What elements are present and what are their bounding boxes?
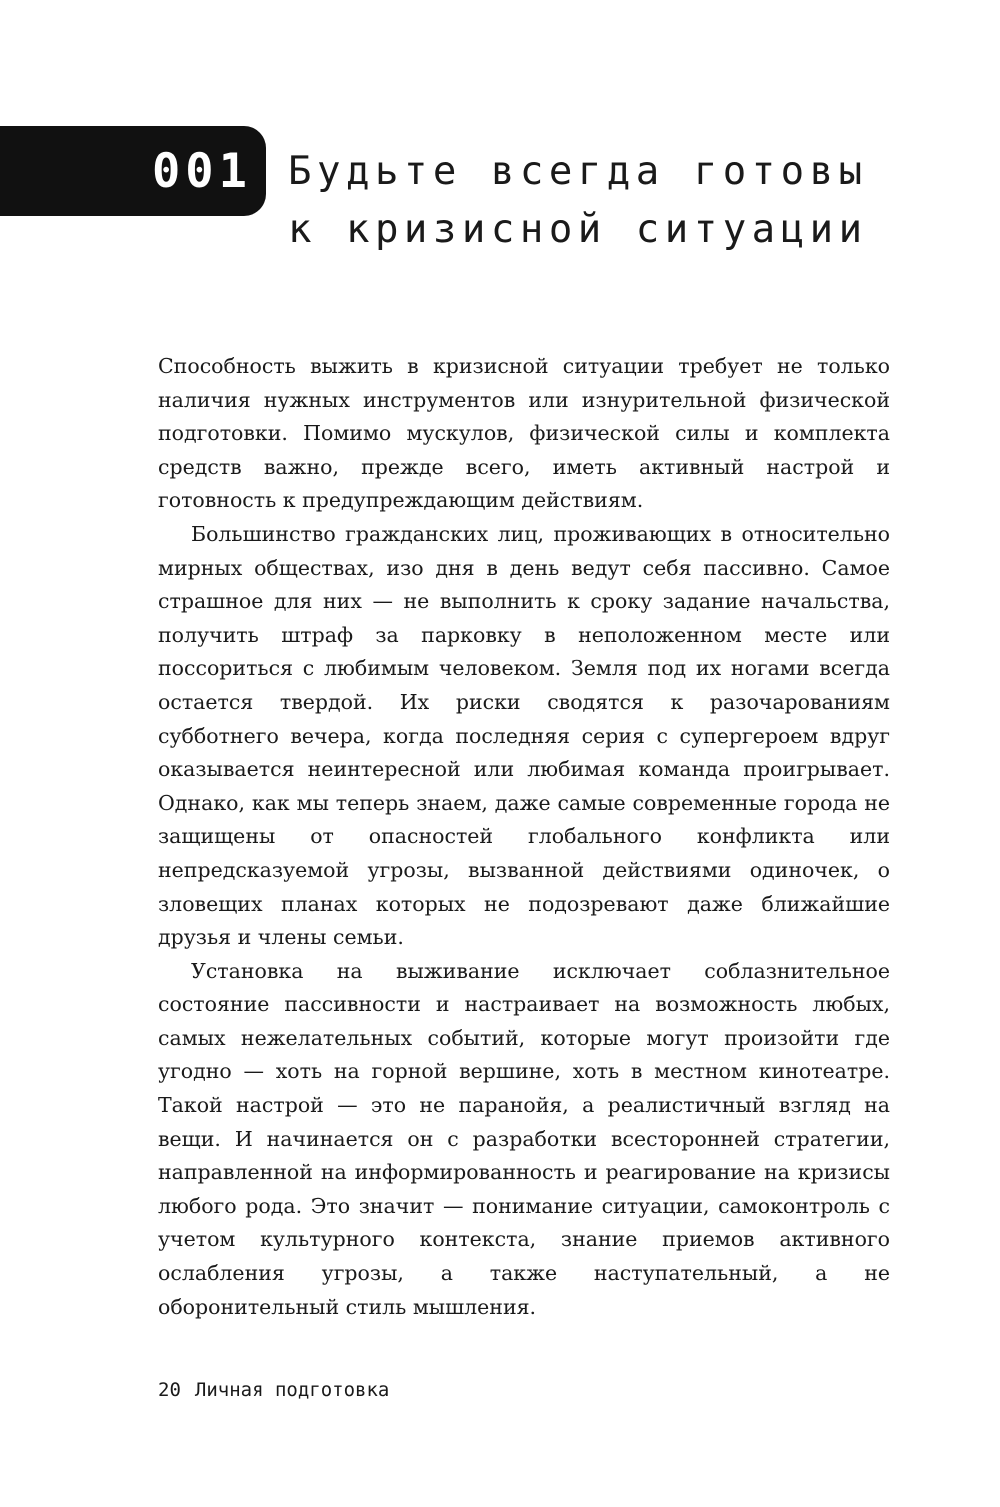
chapter-title-line-2: к кризисной ситуации xyxy=(288,207,868,252)
page-number: 20 xyxy=(158,1379,181,1401)
body-text xyxy=(158,350,890,1324)
paragraph-1: Способность выжить в кризисной ситуации требует не только наличия нужных инструментов или изнурительной физической подготовки. Помимо мускулов, физической силы и комплекта средств важно, прежде всего, иметь активный настрой и готовность к предупреждающим действиям. xyxy=(158,354,890,513)
chapter-title-line-1: Будьте всегда готовы xyxy=(288,149,868,194)
paragraph-2: Большинство гражданских лиц, проживающих в относительно мирных обществах, изо дня в день ведут себя пассивно. Самое страшное для них — не выполнить к сроку задание начальства, получить штраф за парковку в неположенном месте или поссориться с любимым человеком. Земля под их ногами всегда остается твердой. Их риски сводятся к разочарованиям субботнего вечера, когда последняя серия с супергероем вдруг оказывается неинтересной или любимая команда проигрывает. Однако, как мы теперь знаем, даже самые современные города не защищены от опасностей глобального конфликта или непредсказуемой угрозы, вызванной действиями одиночек, о зловещих планах которых не подозревают даже ближайшие друзья и члены семьи. xyxy=(158,521,890,950)
chapter-title xyxy=(288,143,868,259)
running-head: Личная подготовка xyxy=(194,1379,390,1401)
paragraph-3: Установка на выживание исключает соблазнительное состояние пассивности и настраивает на возможность любых, самых нежелательных событий, которые могут произойти где угодно — хоть на горной вершине, хоть в местном кинотеатре. Такой настрой — это не паранойя, а реалистичный взгляд на вещи. И начинается он с разработки всесторонней стратегии, направленной на информированность и реагирование на кризисы любого рода. Это значит — понимание ситуации, самоконтроль с учетом культурного контекста, знание приемов активного ослабления угрозы, а также наступательный, а не оборонительный стиль мышления. xyxy=(158,958,890,1319)
chapter-number: 001 xyxy=(152,144,252,199)
page-footer xyxy=(158,1379,389,1401)
